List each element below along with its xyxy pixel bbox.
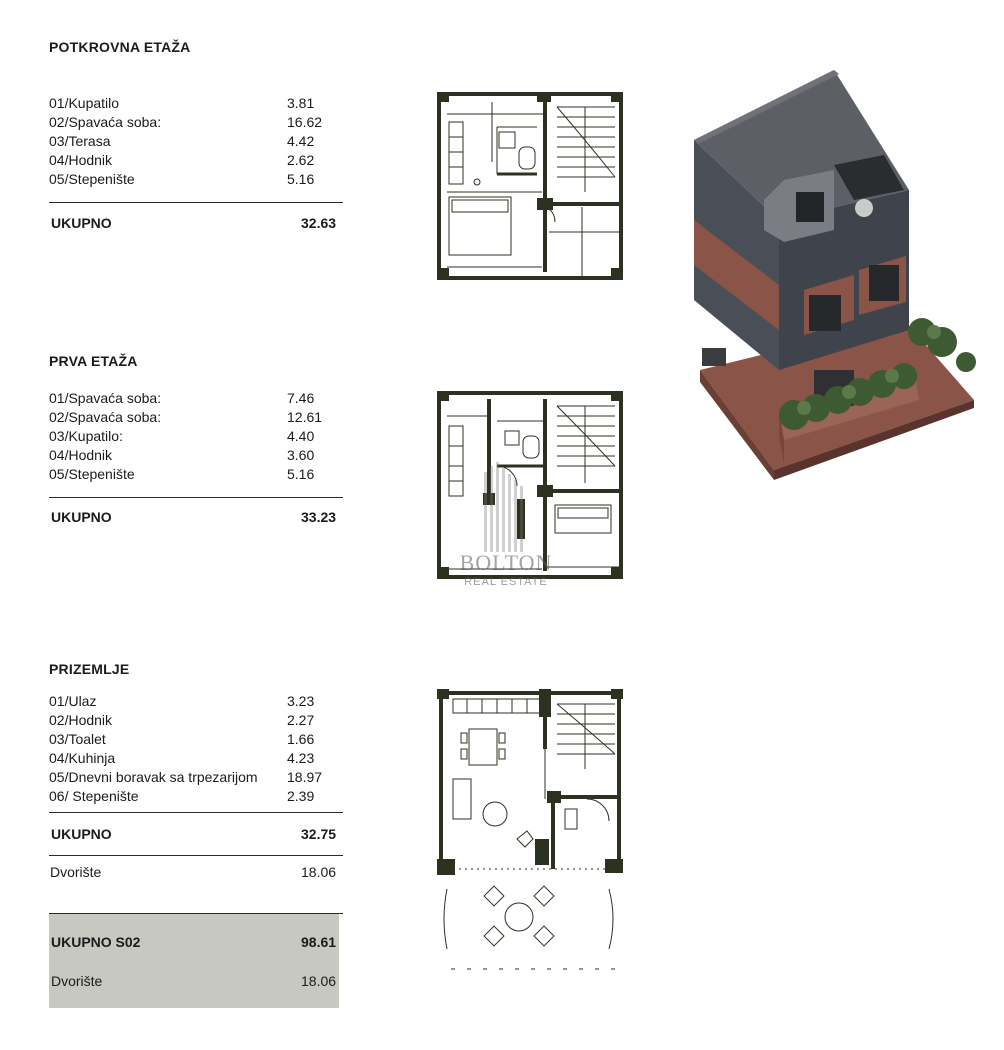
room-name: 02/Hodnik xyxy=(49,712,113,728)
divider xyxy=(49,855,343,856)
room-list-attic xyxy=(49,94,339,189)
total-value: 33.23 xyxy=(301,509,337,525)
room-area: 3.81 xyxy=(287,95,315,111)
summary-yard-row xyxy=(49,973,339,993)
list-item xyxy=(49,711,339,730)
divider xyxy=(49,497,343,498)
floor-title-ground: PRIZEMLJE xyxy=(49,661,130,677)
divider xyxy=(49,913,343,914)
summary-total-row xyxy=(49,934,339,954)
floor-title-attic: POTKROVNA ETAŽA xyxy=(49,39,191,55)
room-name: 03/Terasa xyxy=(49,133,111,149)
room-area: 4.42 xyxy=(287,133,315,149)
yard-row-ground xyxy=(49,864,343,884)
room-area: 18.97 xyxy=(287,769,323,785)
list-item xyxy=(49,113,339,132)
room-area: 4.40 xyxy=(287,428,315,444)
building-render xyxy=(684,70,984,480)
divider xyxy=(49,202,343,203)
summary-total-value: 98.61 xyxy=(301,934,337,950)
total-value: 32.63 xyxy=(301,215,337,231)
list-item xyxy=(49,749,339,768)
room-area: 5.16 xyxy=(287,171,315,187)
room-name: 04/Hodnik xyxy=(49,447,113,463)
watermark xyxy=(436,462,576,592)
room-name: 01/Ulaz xyxy=(49,693,97,709)
room-area: 3.23 xyxy=(287,693,315,709)
room-area: 5.16 xyxy=(287,466,315,482)
list-item xyxy=(49,94,339,113)
room-name: 01/Spavaća soba: xyxy=(49,390,162,406)
list-item xyxy=(49,692,339,711)
room-name: 04/Kuhinja xyxy=(49,750,116,766)
total-label: UKUPNO xyxy=(51,826,112,842)
list-item xyxy=(49,787,339,806)
list-item xyxy=(49,408,339,427)
watermark-logo: BOLTON xyxy=(459,550,553,575)
summary-total-label: UKUPNO S02 xyxy=(51,934,141,950)
room-name: 02/Spavaća soba: xyxy=(49,409,162,425)
room-name: 03/Kupatilo: xyxy=(49,428,123,444)
watermark-subtitle: REAL ESTATE xyxy=(464,576,548,588)
watermark-bars-icon xyxy=(436,462,576,552)
room-list-ground xyxy=(49,692,339,806)
floor-title-first: PRVA ETAŽA xyxy=(49,353,138,369)
total-row-first xyxy=(49,509,343,529)
room-name: 04/Hodnik xyxy=(49,152,113,168)
list-item xyxy=(49,170,339,189)
summary-yard-label: Dvorište xyxy=(51,973,103,989)
room-area: 2.62 xyxy=(287,152,315,168)
yard-value: 18.06 xyxy=(301,864,337,880)
room-area: 2.39 xyxy=(287,788,315,804)
total-row-ground xyxy=(49,826,343,846)
list-item xyxy=(49,730,339,749)
list-item xyxy=(49,427,339,446)
yard-label: Dvorište xyxy=(50,864,102,880)
room-area: 16.62 xyxy=(287,114,323,130)
room-area: 12.61 xyxy=(287,409,323,425)
total-label: UKUPNO xyxy=(51,509,112,525)
list-item xyxy=(49,132,339,151)
floor-plan-ground xyxy=(437,689,623,979)
room-name: 05/Dnevni boravak sa trpezarijom xyxy=(49,769,258,785)
summary-yard-value: 18.06 xyxy=(301,973,337,989)
room-name: 02/Spavaća soba: xyxy=(49,114,162,130)
room-area: 3.60 xyxy=(287,447,315,463)
total-value: 32.75 xyxy=(301,826,337,842)
room-name: 05/Stepenište xyxy=(49,466,135,482)
list-item xyxy=(49,151,339,170)
room-area: 7.46 xyxy=(287,390,315,406)
room-name: 05/Stepenište xyxy=(49,171,135,187)
list-item xyxy=(49,446,339,465)
floor-plan-attic xyxy=(437,92,623,280)
room-area: 1.66 xyxy=(287,731,315,747)
list-item xyxy=(49,768,339,787)
total-row-attic xyxy=(49,215,343,235)
list-item xyxy=(49,389,339,408)
total-label: UKUPNO xyxy=(51,215,112,231)
summary-box xyxy=(49,913,339,1008)
list-item xyxy=(49,465,339,484)
room-name: 03/Toalet xyxy=(49,731,106,747)
room-list-first xyxy=(49,389,339,484)
room-name: 06/ Stepenište xyxy=(49,788,139,804)
room-area: 4.23 xyxy=(287,750,315,766)
room-name: 01/Kupatilo xyxy=(49,95,120,111)
divider xyxy=(49,812,343,813)
room-area: 2.27 xyxy=(287,712,315,728)
